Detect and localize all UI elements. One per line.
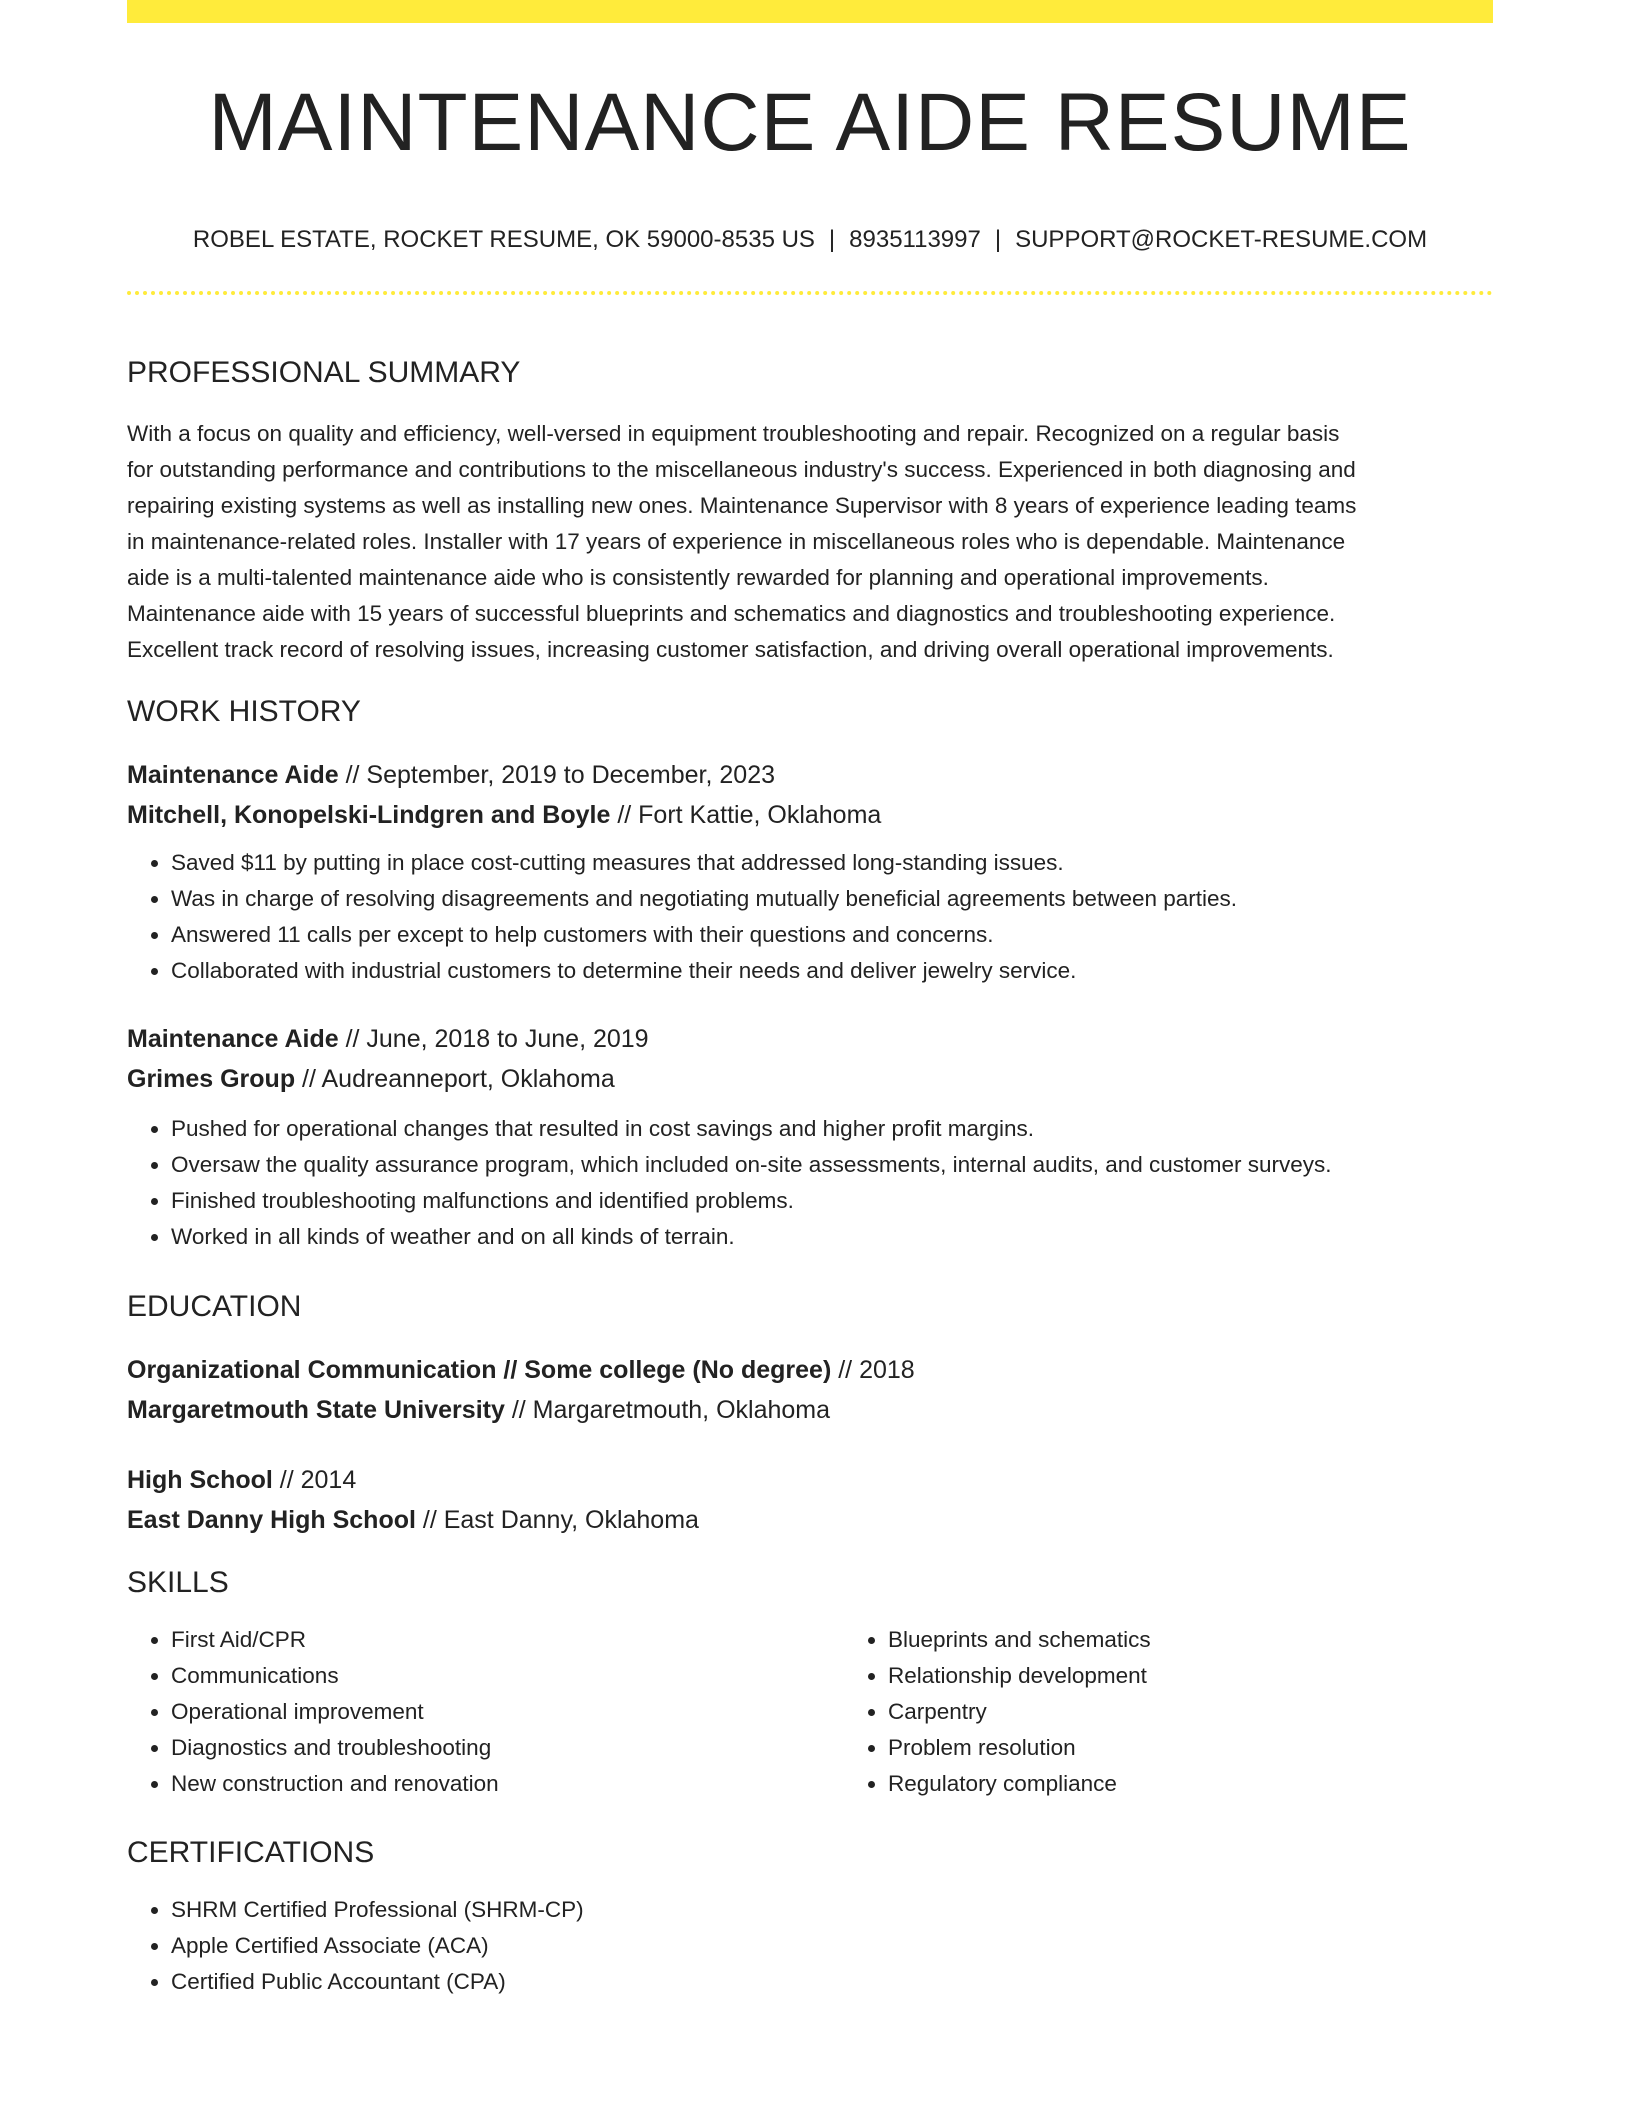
education-school: East Danny High School xyxy=(127,1506,416,1534)
skill-item: • First Aid/CPR xyxy=(171,1622,844,1658)
job-bullets xyxy=(127,845,1493,989)
contact-email[interactable]: SUPPORT@ROCKET-RESUME.COM xyxy=(1015,226,1428,253)
skill-item: • New construction and renovation xyxy=(171,1766,844,1802)
education-entry xyxy=(127,1460,1493,1540)
summary-line: repairing existing systems as well as installing new ones. Maintenance Supervisor with 8 years of experience leading teams xyxy=(127,493,1357,518)
resume-page xyxy=(127,0,1493,1994)
education-year: // 2018 xyxy=(831,1356,915,1384)
education-degree-line xyxy=(127,1350,1493,1390)
job-bullet: • Saved $11 by putting in place cost-cutting measures that addressed long-standing issues. xyxy=(171,845,1493,881)
job-entry xyxy=(127,1019,1493,1255)
summary-line: With a focus on quality and efficiency, well-versed in equipment troubleshooting and repair. Recognized on a regular basis xyxy=(127,421,1340,446)
section-title-summary: PROFESSIONAL SUMMARY xyxy=(127,356,521,389)
job-bullets xyxy=(127,1111,1493,1255)
certification-item: • SHRM Certified Professional (SHRM-CP) xyxy=(171,1892,1493,1928)
job-bullet: • Finished troubleshooting malfunctions and identified problems. xyxy=(171,1183,1493,1219)
job-role: Maintenance Aide xyxy=(127,1025,339,1053)
resume-title: MAINTENANCE AIDE RESUME xyxy=(208,77,1412,168)
contact-separator: | xyxy=(994,226,1002,253)
job-bullet: • Was in charge of resolving disagreements and negotiating mutually beneficial agreements between parties. xyxy=(171,881,1493,917)
contact-phone: 8935113997 xyxy=(849,226,981,253)
skills-column-right xyxy=(844,1622,1561,1802)
education-location: // East Danny, Oklahoma xyxy=(415,1506,699,1534)
education-degree: High School xyxy=(127,1466,273,1494)
certifications-list xyxy=(127,1892,1493,2000)
job-bullet: • Oversaw the quality assurance program, which included on-site assessments, internal audits, and customer surveys. xyxy=(171,1147,1493,1183)
education-school: Margaretmouth State University xyxy=(127,1396,505,1424)
skills-section xyxy=(127,1568,1493,1802)
contact-separator: | xyxy=(828,226,836,253)
education-location: // Margaretmouth, Oklahoma xyxy=(504,1396,831,1424)
section-title-education: EDUCATION xyxy=(127,1290,302,1323)
job-company: Grimes Group xyxy=(127,1065,296,1093)
job-company: Mitchell, Konopelski-Lindgren and Boyle xyxy=(127,801,611,829)
job-bullet: • Collaborated with industrial customers to determine their needs and deliver jewelry service. xyxy=(171,953,1493,989)
certification-item: • Apple Certified Associate (ACA) xyxy=(171,1928,1493,1964)
job-dates: // September, 2019 to December, 2023 xyxy=(338,761,776,789)
education-school-line xyxy=(127,1390,1493,1430)
skill-item: • Diagnostics and troubleshooting xyxy=(171,1730,844,1766)
job-location: // Fort Kattie, Oklahoma xyxy=(610,801,882,829)
skill-item: • Communications xyxy=(171,1658,844,1694)
job-company-line xyxy=(127,795,1493,835)
skill-item: • Carpentry xyxy=(888,1694,1561,1730)
education-section xyxy=(127,1292,1493,1540)
summary-line: aide is a multi-talented maintenance aide who is consistently rewarded for planning and operational improvements. xyxy=(127,565,1269,590)
contact-line xyxy=(127,228,1493,252)
job-bullet: • Pushed for operational changes that resulted in cost savings and higher profit margins. xyxy=(171,1111,1493,1147)
skill-item: • Blueprints and schematics xyxy=(888,1622,1561,1658)
job-title-line xyxy=(127,1019,1493,1059)
top-accent-bar xyxy=(127,0,1493,23)
education-year: // 2014 xyxy=(272,1466,357,1494)
education-entry xyxy=(127,1350,1493,1430)
job-dates: // June, 2018 to June, 2019 xyxy=(338,1025,649,1053)
skills-column-left xyxy=(127,1622,844,1802)
section-title-work: WORK HISTORY xyxy=(127,695,361,728)
job-entry xyxy=(127,755,1493,989)
job-role: Maintenance Aide xyxy=(127,761,339,789)
summary-text xyxy=(127,416,1493,668)
summary-line: for outstanding performance and contributions to the miscellaneous industry's success. Experienced in both diagnosing and xyxy=(127,457,1356,482)
work-section xyxy=(127,697,1493,1255)
summary-line: Maintenance aide with 15 years of successful blueprints and schematics and diagnostics and troubleshooting experience. xyxy=(127,601,1336,626)
dotted-divider xyxy=(127,291,1493,295)
skill-item: • Operational improvement xyxy=(171,1694,844,1730)
skill-item: • Problem resolution xyxy=(888,1730,1561,1766)
skill-item: • Regulatory compliance xyxy=(888,1766,1561,1802)
section-title-skills: SKILLS xyxy=(127,1566,229,1599)
skill-item: • Relationship development xyxy=(888,1658,1561,1694)
summary-line: in maintenance-related roles. Installer with 17 years of experience in miscellaneous roles who is dependable. Maintenance xyxy=(127,529,1346,554)
job-location: // Audreanneport, Oklahoma xyxy=(295,1065,615,1093)
summary-line: Excellent track record of resolving issues, increasing customer satisfaction, and driving overall operational improvements. xyxy=(127,637,1334,662)
job-bullet: • Worked in all kinds of weather and on all kinds of terrain. xyxy=(171,1219,1493,1255)
job-bullet: • Answered 11 calls per except to help customers with their questions and concerns. xyxy=(171,917,1493,953)
skills-grid xyxy=(127,1622,1493,1802)
job-title-line xyxy=(127,755,1493,795)
education-school-line xyxy=(127,1500,1493,1540)
contact-address: ROBEL ESTATE, ROCKET RESUME, OK 59000-8535 US xyxy=(192,226,815,253)
job-company-line xyxy=(127,1059,1493,1099)
certification-item: • Certified Public Accountant (CPA) xyxy=(171,1964,1493,2000)
certifications-section xyxy=(127,1838,1493,2000)
summary-section xyxy=(127,358,1493,668)
education-degree-line xyxy=(127,1460,1493,1500)
education-degree: Organizational Communication // Some college (No degree) xyxy=(127,1356,832,1384)
section-title-certifications: CERTIFICATIONS xyxy=(127,1836,375,1869)
